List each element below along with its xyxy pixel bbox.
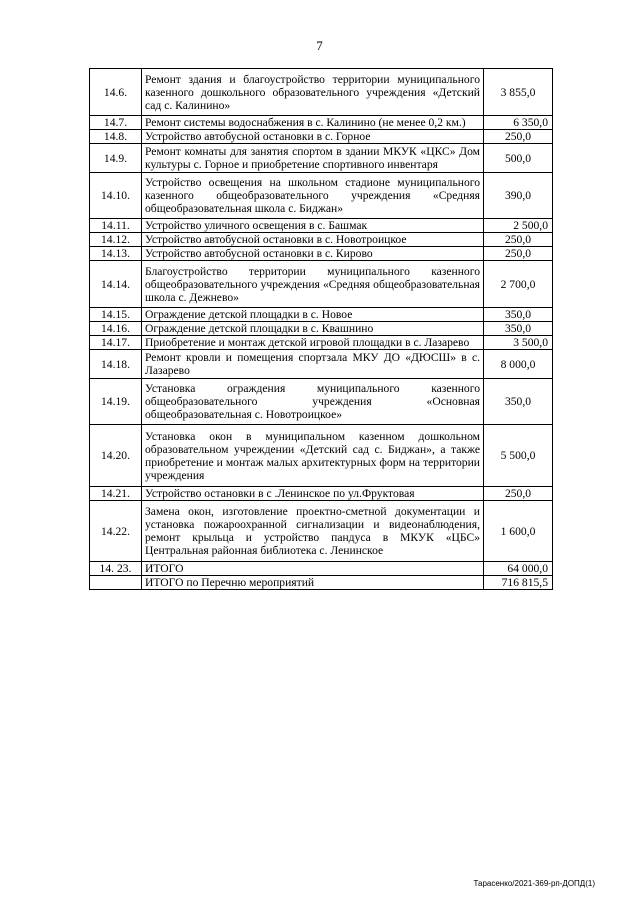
table-row (90, 247, 553, 261)
measure-amount: 5 500,0 (484, 425, 553, 487)
measure-amount: 2 700,0 (484, 261, 553, 308)
measure-description: Устройство автобусной остановки в с. Кирово (142, 247, 484, 261)
measure-amount: 6 350,0 (484, 116, 553, 130)
row-number: 14.16. (90, 322, 142, 336)
measure-description: Замена окон, изготовление проектно-сметной документации и установка пожароохранной сигнализации и видеонаблюдения, ремонт крыльца и устройство пандуса в МКУК «ЦБС» Центральная районная библиотека с. Ленинское (142, 501, 484, 562)
total-row (90, 576, 553, 590)
row-number: 14.13. (90, 247, 142, 261)
measure-amount: 3 855,0 (484, 69, 553, 116)
table-row (90, 501, 553, 562)
measure-description: Ремонт здания и благоустройство территории муниципального казенного дошкольного образовательного учреждения «Детский сад с. Калинино» (142, 69, 484, 116)
measures-table-body (90, 69, 553, 590)
row-number: 14.12. (90, 233, 142, 247)
measure-description: Благоустройство территории муниципального казенного общеобразовательного учреждения «Средняя общеобразовательная школа с. Дежнево» (142, 261, 484, 308)
document-reference: Тарасенко/2021-369-рп-ДОПД(1) (473, 879, 595, 888)
measure-description: Приобретение и монтаж детской игровой площадки в с. Лазарево (142, 336, 484, 350)
measures-table (89, 68, 553, 590)
table-row (90, 425, 553, 487)
row-number: 14.21. (90, 487, 142, 501)
measure-description: Ограждение детской площадки в с. Квашнино (142, 322, 484, 336)
table-row (90, 69, 553, 116)
measure-description: Устройство автобусной остановки в с. Горное (142, 130, 484, 144)
measure-description: Устройство освещения на школьном стадионе муниципального казенного общеобразовательного учреждения «Средняя общеобразовательная школа с. Биджан» (142, 173, 484, 219)
measure-amount: 1 600,0 (484, 501, 553, 562)
measure-amount: 8 000,0 (484, 350, 553, 379)
row-number: 14.8. (90, 130, 142, 144)
measure-description: Ремонт системы водоснабжения в с. Калинино (не менее 0,2 км.) (142, 116, 484, 130)
measure-amount: 2 500,0 (484, 219, 553, 233)
row-number: 14.19. (90, 379, 142, 425)
row-number: 14.9. (90, 144, 142, 173)
table-row (90, 487, 553, 501)
table-row (90, 130, 553, 144)
table-row (90, 233, 553, 247)
measure-amount: 716 815,5 (484, 576, 553, 590)
measure-amount: 350,0 (484, 379, 553, 425)
table-row (90, 336, 553, 350)
measure-description: Ремонт кровли и помещения спортзала МКУ ДО «ДЮСШ» в с. Лазарево (142, 350, 484, 379)
table-row (90, 173, 553, 219)
measure-amount: 250,0 (484, 247, 553, 261)
measure-description: Устройство автобусной остановки в с. Новотроицкое (142, 233, 484, 247)
row-number (90, 576, 142, 590)
row-number: 14.6. (90, 69, 142, 116)
measure-amount: 250,0 (484, 487, 553, 501)
row-number: 14.17. (90, 336, 142, 350)
measure-amount: 250,0 (484, 233, 553, 247)
table-row (90, 261, 553, 308)
measure-description: Ремонт комнаты для занятия спортом в здании МКУК «ЦКС» Дом культуры с. Горное и приобретение спортивного инвентаря (142, 144, 484, 173)
measure-amount: 350,0 (484, 322, 553, 336)
row-number: 14.10. (90, 173, 142, 219)
table-row (90, 350, 553, 379)
measure-description: Устройство остановки в с .Ленинское по ул.Фруктовая (142, 487, 484, 501)
table-row (90, 308, 553, 322)
table-row (90, 322, 553, 336)
row-number: 14.22. (90, 501, 142, 562)
page-number: 7 (316, 38, 323, 53)
row-number: 14.15. (90, 308, 142, 322)
measure-amount: 390,0 (484, 173, 553, 219)
row-number: 14.7. (90, 116, 142, 130)
row-number: 14.20. (90, 425, 142, 487)
table-row (90, 116, 553, 130)
measure-amount: 3 500,0 (484, 336, 553, 350)
total-row (90, 562, 553, 576)
measure-description: Устройство уличного освещения в с. Башмак (142, 219, 484, 233)
row-number: 14.14. (90, 261, 142, 308)
measure-description: ИТОГО по Перечню мероприятий (142, 576, 484, 590)
measure-amount: 500,0 (484, 144, 553, 173)
measure-description: Ограждение детской площадки в с. Новое (142, 308, 484, 322)
measure-description: Установка ограждения муниципального казенного общеобразовательного учреждения «Основная общеобразовательная с. Новотроицкое» (142, 379, 484, 425)
measure-amount: 350,0 (484, 308, 553, 322)
measure-description: Установка окон в муниципальном казенном дошкольном образовательном учреждении «Детский сад с. Биджан», а также приобретение и монтаж малых архитектурных форм на территории учреждения (142, 425, 484, 487)
measure-amount: 64 000,0 (484, 562, 553, 576)
measure-description: ИТОГО (142, 562, 484, 576)
row-number: 14. 23. (90, 562, 142, 576)
measure-amount: 250,0 (484, 130, 553, 144)
table-row (90, 144, 553, 173)
row-number: 14.18. (90, 350, 142, 379)
table-row (90, 379, 553, 425)
row-number: 14.11. (90, 219, 142, 233)
table-row (90, 219, 553, 233)
